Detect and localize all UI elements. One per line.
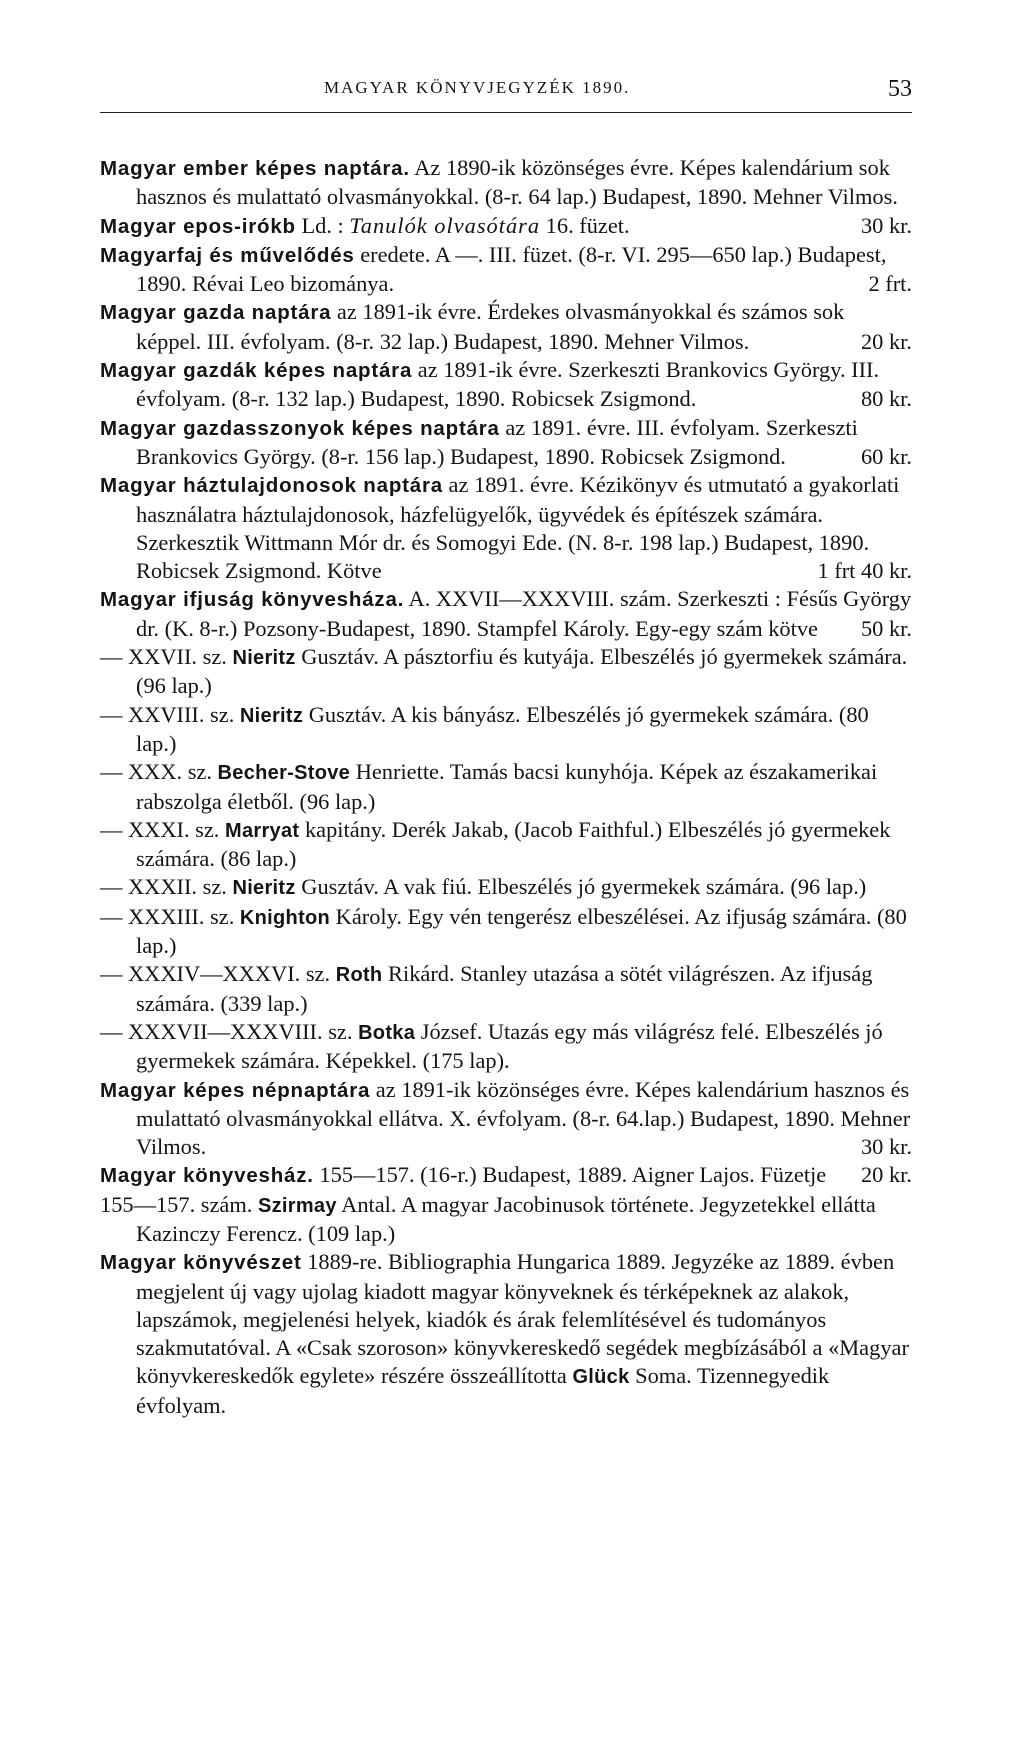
sub-entry-number: — XXX. sz. — [100, 759, 218, 785]
sub-entry — [100, 816, 912, 874]
entry-heading: Magyar gazda naptára — [100, 301, 332, 325]
entry-text: 1889-re. Bibliographia Hungarica 1889. Jegyzéke az 1889. évben megjelent új vagy ujolag kiadott magyar könyveknek és térképeknek az alakok, lapszámok, megjelenési helyek, kiadók és árak felemlítésével és tudományos szakmutatóval. A «Csak szoroson» könyvkereskedő segédek megbízásából a «Magyar könyvkereskedők egylete» részére összeállította — [136, 1249, 909, 1389]
entry-price: 80 kr. — [860, 386, 912, 412]
author-name: Nieritz — [232, 877, 296, 900]
catalogue-entry — [100, 298, 912, 356]
author-name: Marryat — [225, 819, 300, 842]
author-name: Knighton — [239, 906, 331, 929]
entry-heading: Magyar ifjuság könyvesháza. — [100, 588, 405, 612]
sub-entry — [100, 903, 912, 961]
page-header — [100, 72, 912, 112]
entry-text: 155—157. (16-r.) Budapest, 1889. Aigner Lajos. Füzetje — [313, 1162, 827, 1188]
catalogue-entry — [100, 1161, 912, 1190]
sub-entry-text: Antal. A magyar Jacobinusok története. Jegyzetekkel ellátta Kazinczy Ferencz. (109 lap.) — [136, 1191, 876, 1246]
entry-heading: Magyar könyvészet — [100, 1251, 302, 1275]
sub-entry-text: Gusztáv. A pásztorfiu és kutyája. Elbeszélés jó gyermekek számára. (96 lap.) — [136, 644, 908, 699]
entry-text: az 1891-ik évre. Szerkeszti Brankovics György. III. évfolyam. (8-r. 132 lap.) Budapest, 1890. Robicsek Zsigmond. — [136, 357, 880, 412]
entry-price: 60 kr. — [860, 443, 912, 469]
sub-entry-text: Rikárd. Stanley utazása a sötét világrészen. Az ifjuság számára. (339 lap.) — [136, 961, 873, 1016]
catalogue-entry — [100, 414, 912, 472]
entry-heading: Magyar ember képes naptára. — [100, 157, 410, 180]
sub-entry — [100, 960, 912, 1018]
entry-price: 20 kr. — [860, 328, 912, 354]
catalogue-entry — [100, 356, 912, 414]
entry-heading: Magyar háztulajdonosok naptára — [100, 474, 443, 498]
sub-entry-text: Gusztáv. A vak fiú. Elbeszélés jó gyermekek számára. (96 lap.) — [295, 874, 867, 900]
catalogue-entry — [100, 1076, 912, 1162]
sub-entry-text: Gusztáv. A kis bányász. Elbeszélés jó gyermekek számára. (80 lap.) — [136, 701, 869, 756]
catalogue-entry — [100, 241, 912, 299]
sub-entry — [100, 758, 912, 816]
entry-text: az 1891-ik közönséges évre. Képes kalendárium hasznos és mulattató olvasmányokkal ellátva. X. évfolyam. (8-r. 64.lap.) Budapest, 1890. Mehner Vilmos. — [136, 1076, 911, 1160]
sub-entry-number: — XXXVII—XXXVIII. sz. — [100, 1018, 359, 1044]
sub-entry-text: Károly. Egy vén tengerész elbeszélései. Az ifjuság számára. (80 lap.) — [136, 903, 907, 959]
entry-price: 2 frt. — [868, 271, 912, 297]
sub-entry-number: 155—157. szám. — [100, 1191, 258, 1217]
author-name: Nieritz — [232, 647, 296, 670]
entry-heading: Magyar könyvesház. — [100, 1164, 314, 1188]
running-title: MAGYAR KÖNYVJEGYZÉK 1890. — [324, 78, 631, 97]
entry-heading: Magyar epos-irókb — [100, 214, 296, 238]
entry-price: 30 kr. — [860, 1134, 912, 1160]
author-name: Roth — [335, 964, 383, 987]
entry-price: 1 frt 40 kr. — [817, 558, 912, 584]
entry-heading: Magyarfaj és művelődés — [100, 243, 355, 267]
author-name: Szirmay — [257, 1194, 337, 1217]
entry-text: az 1891. évre. Kézikönyv és utmutató a gyakorlati használatra háztulajdonosok, házfelügyelők, ügyvédek és építészek számára. Szerkesztik Wittmann Mór dr. és Somogyi Ede. (N. 8-r. 198 lap.) Budapest, 1890. Robicsek Zsigmond. Kötve — [136, 472, 900, 584]
entry-text: Ld. : — [295, 212, 350, 238]
entry-text: az 1891. évre. III. évfolyam. Szerkeszti Brankovics György. (8-r. 156 lap.) Budapest, 1890. Robicsek Zsigmond. — [136, 414, 858, 469]
author-name: Nieritz — [239, 704, 304, 727]
entry-text: 16. füzet. — [540, 212, 630, 238]
sub-entry-number: — XXXI. sz. — [100, 816, 225, 842]
entry-text: Soma. Tizennegyedik évfolyam. — [136, 1363, 830, 1418]
entry-heading: Magyar gazdák képes naptára — [100, 359, 413, 383]
catalogue-entry — [100, 585, 912, 643]
catalogue-entry — [100, 471, 912, 585]
sub-entry — [100, 1191, 912, 1249]
entry-text: eredete. A —. III. füzet. (8-r. VI. 295—650 lap.) Budapest, 1890. Révai Leo bizománya. — [136, 241, 887, 297]
sub-entry-text: kapitány. Derék Jakab, (Jacob Faithful.) Elbeszélés jó gyermekek számára. (86 lap.) — [136, 816, 891, 872]
catalogue-entries — [100, 154, 912, 1420]
entry-text: az 1891-ik évre. Érdekes olvasmányokkal és számos sok képpel. III. évfolyam. (8-r. 32 lap.) Budapest, 1890. Mehner Vilmos. — [136, 299, 845, 354]
catalogue-entry — [100, 1248, 912, 1420]
sub-entry-number: — XXXIV—XXXVI. sz. — [100, 961, 336, 987]
sub-entry-text: Henriette. Tamás bacsi kunyhója. Képek az északamerikai rabszolga életből. (96 lap.) — [136, 759, 878, 814]
sub-entry — [100, 701, 912, 759]
sub-entry-number: — XXVII. sz. — [100, 644, 233, 670]
sub-entry-number: — XXVIII. sz. — [100, 701, 240, 727]
entry-heading: Magyar képes népnaptára — [100, 1078, 371, 1102]
sub-entry — [100, 643, 912, 701]
catalogue-entry — [100, 212, 912, 241]
entry-price: 50 kr. — [860, 615, 912, 641]
entry-text: Az 1890-ik közönséges évre. Képes kalendárium sok hasznos és mulattató olvasmányokkal. (8-r. 64 lap.) Budapest, 1890. Mehner Vilmos. — [136, 155, 898, 210]
sub-entry-text: József. Utazás egy más világrész felé. Elbeszélés jó gyermekek számára. Képekkel. (175 lap). — [136, 1018, 883, 1074]
sub-entry-number: — XXXII. sz. — [100, 874, 233, 900]
author-name: Botka — [358, 1021, 416, 1044]
sub-entry — [100, 1018, 912, 1076]
entry-heading: Magyar gazdasszonyok képes naptára — [100, 416, 500, 440]
sub-entry — [100, 873, 912, 902]
entry-price: 20 kr. — [860, 1162, 912, 1188]
header-rule — [100, 112, 912, 113]
compiler-name: Glück — [572, 1366, 630, 1389]
author-name: Becher-Stove — [217, 762, 351, 785]
page-number: 53 — [888, 76, 912, 102]
entry-italic-reference: Tanulók olvasótára — [349, 212, 541, 238]
sub-entry-number: — XXXIII. sz. — [100, 903, 240, 929]
entry-text: A. XXVII—XXXVIII. szám. Szerkeszti : Fésűs György dr. (K. 8-r.) Pozsony-Budapest, 1890. Stampfel Károly. Egy-egy szám kötve — [136, 586, 912, 641]
entry-price: 30 kr. — [860, 212, 912, 238]
